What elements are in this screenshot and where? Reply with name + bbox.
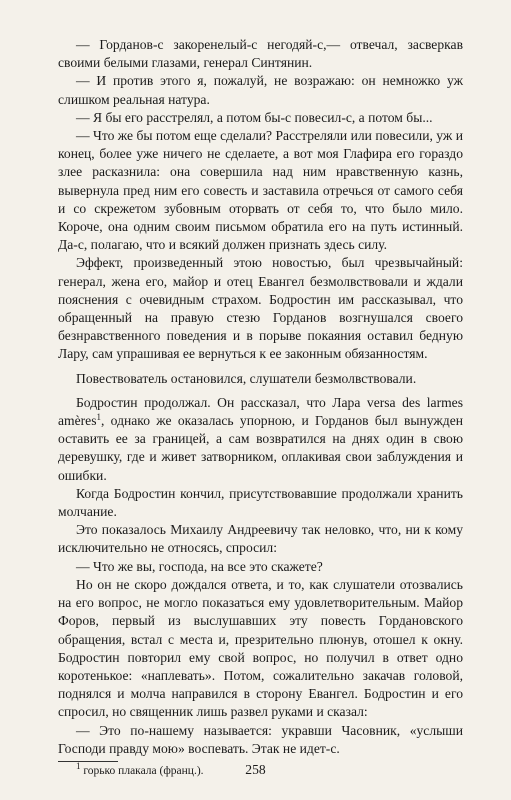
footnote-mark: 1 (76, 760, 81, 771)
paragraph-1: — Горданов-с закоренелый-с негодяй-с,— отвечал, засверкав своими белыми глазами, генерал Синтянин. (58, 37, 463, 71)
paragraph-10: — Это по-нашему называется: укравши Часовник, «услыши Господи правду мою» воспевать. Этак не идет-с. (58, 722, 463, 756)
footnote-text: горько плакала (франц.). (80, 764, 204, 777)
paragraph-narrator: Повествователь остановился, слушатели безмолвствовали. (76, 370, 417, 386)
paragraph-9: Но он не скоро дождался ответа, и то, как слушатели отозвались на его вопрос, не могло показаться ему удовлетворительным. Майор Форов, первый из выслушавших эту повесть Гордановского обращения, встал с места и, презрительно плюнув, отошел к окну. Бодростин повторил ему свой вопрос, но получил в ответ одно коротенькое: «наплевать». Потом, сожалительно закачав головой, поднялся и молча направился в сторону Евангел. Бодростин и его спросил, но священник лишь развел руками и сказал: (58, 576, 463, 720)
paragraph-5: Эффект, произведенный этою новостью, был чрезвычайный: генерал, жена его, майор и отец Евангел безмолвствовали и ждали пояснения с очевидным страхом. Бодростин им рассказывал, что обращенный на правую стезю Горданов возгнушался своего безнравственного поведения и в порыве покаяния оставил бедную Лару, сам упрашивая ее вернуться к ее законным обязанностям. (58, 255, 463, 362)
paragraph-2: — И против этого я, пожалуй, не возражаю: он немножко уж слишком реальная натура. (58, 73, 463, 107)
footnote-reference: 1 (96, 412, 101, 423)
page-number: 258 (245, 762, 266, 777)
paragraph-lara (58, 394, 463, 485)
lara-text-before: Бодростин продолжал. Он рассказал, что Лара versa des larmes amères (58, 394, 463, 429)
paragraph-8: — Что же вы, господа, на все это скажете? (76, 558, 323, 574)
lara-text-after: , однако же оказалась упорною, и Горданов был вынужден оставить ее за границей, а сам возвратился на днях один в свою деревушку, где и живет затворником, оплакивая свои заблуждения и ошибки. (58, 413, 463, 483)
paragraph-6: Когда Бодростин кончил, присутствовавшие продолжали хранить молчание. (58, 485, 463, 520)
paragraph-7: Это показалось Михаилу Андреевичу так неловко, что, ни к кому исключительно не относясь, спросил: (58, 522, 463, 556)
paragraph-3: — Я бы его расстрелял, а потом бы-с повесил-с, а потом бы... (76, 109, 433, 125)
paragraph-4: — Что же бы потом еще сделали? Расстреляли или повесили, уж и конец, более уже ничего не сделаете, а вот моя Глафира его гораздо злее расказнила: она совершила над ним нравственную казнь, вывернула пред ним его совесть и заставила отречься от самого себя и со скрежетом зубовным оторвать от себя то, что было мило. Короче, она одним своим письмом обратила его на путь истинный. Да-с, полагаю, что и всякий должен признать здесь силу. (58, 128, 463, 253)
